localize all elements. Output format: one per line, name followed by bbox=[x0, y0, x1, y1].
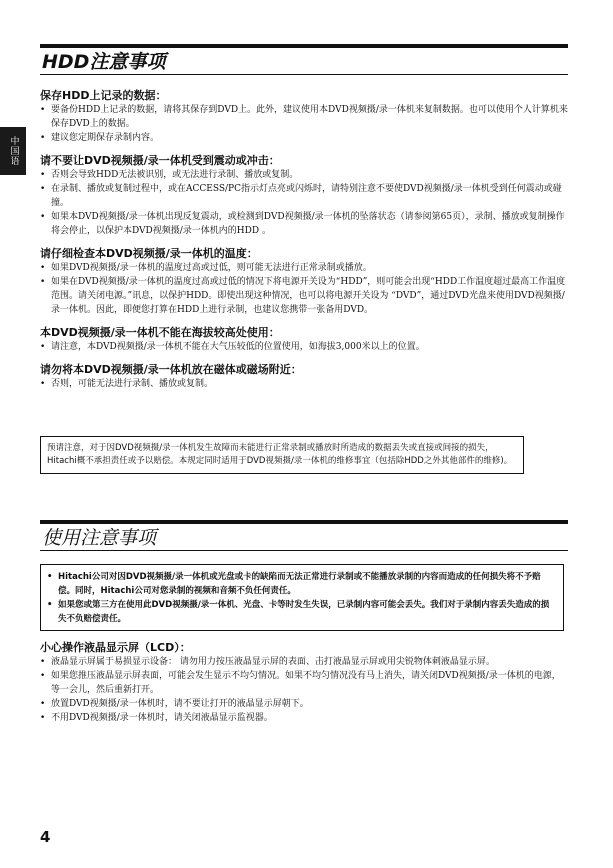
usage-section-title: 使用注意事项 bbox=[42, 527, 157, 549]
sub-heading: 请仔细检查本DVD视频摄/录一体机的温度： bbox=[40, 247, 258, 260]
sub-temperature bbox=[40, 246, 568, 317]
list-item: • 如果您或第三方在使用此DVD视频摄/录一体机、光盘、卡等时发生失误，已录制内容可能会丢失。我们对于录制内容丢失造成的损失不负赔偿责任。 bbox=[47, 598, 557, 626]
title-top-rule bbox=[40, 44, 568, 48]
page-content bbox=[40, 44, 568, 723]
title-underline bbox=[40, 74, 568, 75]
list-item: • 如果本DVD视频摄/录一体机出现反复震动，或检测到DVD视频摄/录一体机的坠落状态（请参阅第65页），录制、播放或复制操作将会停止，以保护本DVD视频摄/录一体机内的HDD 。 bbox=[40, 210, 568, 238]
title-underline bbox=[40, 550, 568, 551]
list-item: • 否则会导致HDD无法被识别，或无法进行录制、播放或复制。 bbox=[40, 168, 568, 182]
list-item: • 建议您定期保存录制内容。 bbox=[40, 131, 568, 145]
sub-heading: 保存HDD上记录的数据： bbox=[40, 89, 167, 102]
list-item: • 如果在DVD视频摄/录一体机的温度过高或过低的情况下将电源开关设为“HDD”，则可能会出现“HDD工作温度超过最高工作温度范围。请关闭电源。”讯息，以保护HDD。即使出现这种情况，也可以将电源开关设为 “DVD”，通过DVD光盘来使用DVD视频摄/录一体机。因此，即便您打算在HDD上进行录制，也建议您携带一张备用DVD。 bbox=[40, 275, 568, 317]
sub-backup bbox=[40, 88, 568, 145]
hdd-section-title-block bbox=[40, 44, 568, 76]
sub-shock bbox=[40, 153, 568, 238]
list-item: • 如果DVD视频摄/录一体机的温度过高或过低，则可能无法进行正常录制或播放。 bbox=[40, 261, 568, 275]
list-item: • 否则，可能无法进行录制、播放或复制。 bbox=[40, 377, 568, 391]
language-side-tab: 中国语 bbox=[0, 127, 26, 175]
sub-altitude bbox=[40, 325, 568, 354]
list-item: • 在录制、播放或复制过程中，或在ACCESS/PC指示灯点亮或闪烁时，请特别注意不要使DVD视频摄/录一体机受到任何震动或碰撞。 bbox=[40, 182, 568, 210]
sub-heading: 本DVD视频摄/录一体机不能在海拔较高处使用： bbox=[40, 326, 280, 339]
list-item: • 如果您推压液晶显示屏表面，可能会发生显示不均匀情况。如果不均匀情况没有马上消失，请关闭DVD视频摄/录一体机的电源，等一会儿，然后重新打开。 bbox=[40, 669, 568, 697]
page-number: 4 bbox=[40, 828, 51, 846]
list-item: • 放置DVD视频摄/录一体机时，请不要让打开的液晶显示屏朝下。 bbox=[40, 697, 568, 711]
list-item: • 液晶显示屏属于易损显示设备： 请勿用力按压液晶显示屏的表面、击打液晶显示屏或用尖锐物体刺液晶显示屏。 bbox=[40, 655, 568, 669]
sub-heading: 小心操作液晶显示屏（LCD）： bbox=[40, 641, 191, 654]
sub-heading: 请不要让DVD视频摄/录一体机受到震动或冲击： bbox=[40, 154, 280, 167]
list-item: • 请注意，本DVD视频摄/录一体机不能在大气压较低的位置使用，如海拔3,000米以上的位置。 bbox=[40, 340, 568, 354]
list-item: • 不用DVD视频摄/录一体机时，请关闭液晶显示监视器。 bbox=[40, 711, 568, 725]
list-item: • Hitachi公司对因DVD视频摄/录一体机或光盘或卡的缺陷而无法正常进行录制或不能播放录制的内容而造成的任何损失将不予赔偿。同时，Hitachi公司对您录制的视频和音频不负任何责任。 bbox=[47, 570, 557, 598]
sub-magnet bbox=[40, 362, 568, 391]
title-top-rule bbox=[40, 520, 568, 524]
sub-heading: 请勿将本DVD视频摄/录一体机放在磁体或磁场附近： bbox=[40, 363, 302, 376]
list-item: • 要备份HDD上记录的数据，请将其保存到DVD上。此外，建议使用本DVD视频摄/录一体机来复制数据。也可以使用个人计算机来保存DVD上的数据。 bbox=[40, 103, 568, 131]
liability-notice-box: 预请注意，对于因DVD视频摄/录一体机发生故障而未能进行正常录制或播放时所造成的数据丢失或直接或间接的损失，Hitachi概不承担责任或予以赔偿。本规定同时适用于DVD视频摄/录一体机的维修事宜（包括除HDD之外其他部件的维修)。 bbox=[40, 436, 524, 474]
usage-disclaimer-box bbox=[40, 564, 564, 631]
usage-section-title-block bbox=[40, 520, 568, 552]
sub-lcd bbox=[40, 640, 568, 725]
hdd-section-title: HDD注意事项 bbox=[42, 51, 166, 73]
